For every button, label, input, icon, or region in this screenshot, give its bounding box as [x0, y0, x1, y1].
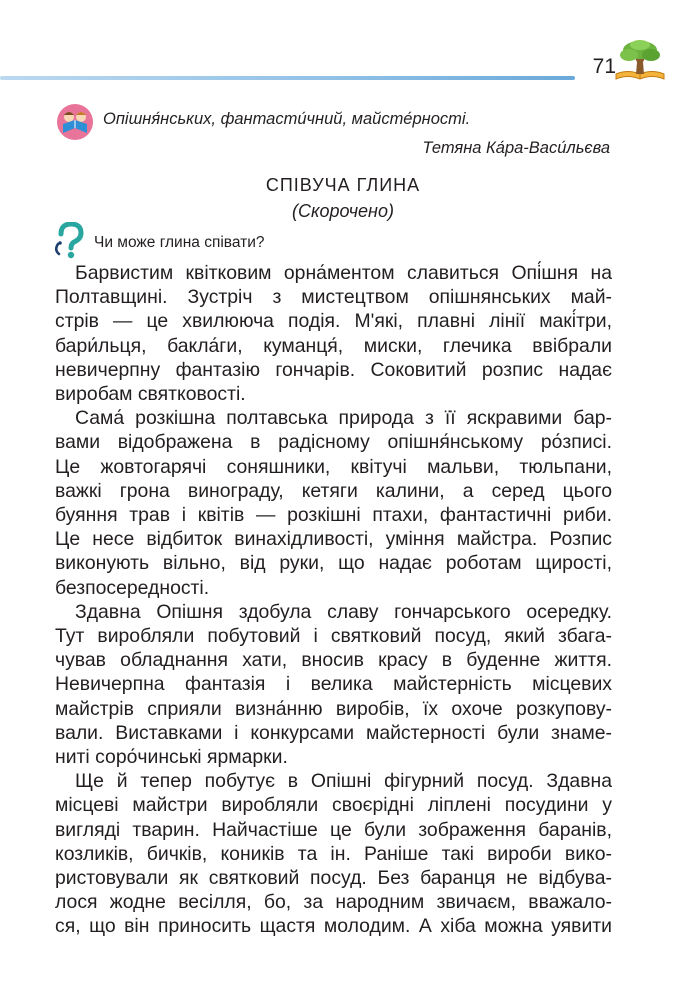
text-line: вами відображена в радісному опішня́нському ро́зписі.	[55, 431, 612, 454]
question-mark-icon	[53, 222, 89, 260]
question-text: Чи може глина співати?	[94, 234, 265, 251]
story-title: СПІВУЧА ГЛИНА	[265, 175, 421, 195]
vocabulary-words: Опішня́нських, фантасти́чний, майсте́рності.	[103, 110, 471, 128]
text-line: Тут виробляли побутовий і святковий посуд, який збага-	[55, 625, 612, 648]
page-number: 71	[592, 55, 616, 78]
text-line: ниті соро́чинські ярмарки.	[55, 746, 288, 769]
text-line: стрів — це хвилююча подія. М'які, плавні лінії макі́три,	[55, 310, 612, 333]
text-line: чував обладнання хати, вносив красу в буденне життя.	[55, 649, 612, 672]
text-line: Здавна Опішня здобула славу гончарського осередку.	[75, 600, 612, 623]
text-line: виробам святковості.	[55, 383, 246, 406]
tree-on-book-icon	[612, 38, 668, 82]
text-line: Це несе відбиток винахідливості, уміння майстра. Розпис	[55, 528, 612, 551]
paragraph	[55, 261, 612, 406]
text-line: виконують вільно, від руки, що надає роботам щирості,	[55, 552, 612, 575]
text-line: бари́льця, бакла́ги, куманця́, миски, глечика ввібрали	[55, 334, 612, 357]
text-line: Невичерпна фантазія і велика майстерність місцевих	[55, 673, 612, 696]
text-line: невичерпну фантазію гончарів. Соковитий розпис надає	[55, 358, 612, 381]
text-line: буяння трав і квітів — розкішні птахи, фантастичні риби.	[55, 504, 612, 527]
paragraph	[55, 600, 612, 769]
header-rule	[0, 76, 575, 80]
text-line: ся, що він приносить щастя молодим. А хіба можна уявити	[55, 915, 612, 938]
text-line: Це жовтогарячі соняшники, квітучі мальви, тюльпани,	[55, 455, 612, 478]
text-line: майстрів сприяли визна́нню виробів, їх охоче розкупову-	[55, 697, 612, 720]
text-line: вигляді тварин. Найчастіше це були зображення баранів,	[55, 818, 612, 841]
text-line: місцеві майстри виробляли своєрідні ліплені посудини у	[55, 794, 612, 817]
text-line: Сама́ розкішна полтавська природа з її яскравими бар-	[75, 407, 612, 430]
subtitle-text: (Скорочено)	[292, 201, 394, 221]
story-subtitle	[0, 201, 686, 222]
text-line: Ще й тепер побутує в Опішні фігурний посуд. Здавна	[75, 770, 612, 793]
text-line: вали. Виставками і конкурсами майстерності були знаме-	[55, 721, 612, 744]
text-line: Полтавщині. Зустріч з мистецтвом опішнянських май-	[55, 286, 612, 309]
paragraph	[55, 769, 612, 938]
children-reading-icon	[56, 103, 94, 141]
text-line: Барвистим квітковим орна́ментом славиться Опі́шня на	[75, 262, 612, 284]
story-body	[55, 261, 612, 939]
author-name: Тетяна Ка́ра-Васи́льєва	[422, 139, 610, 157]
text-line: козликів, бичків, коників та ін. Раніше такі вироби вико-	[55, 842, 612, 865]
text-line: лося жодне весілля, бо, за народним звичаєм, вважало-	[55, 891, 612, 914]
paragraph	[55, 406, 612, 600]
text-line: ристовували як святковий посуд. Без баранця не відбува-	[55, 867, 612, 890]
text-line: важкі грона винограду, кетяги калини, а серед цього	[55, 479, 612, 502]
text-line: безпосередності.	[55, 576, 210, 599]
